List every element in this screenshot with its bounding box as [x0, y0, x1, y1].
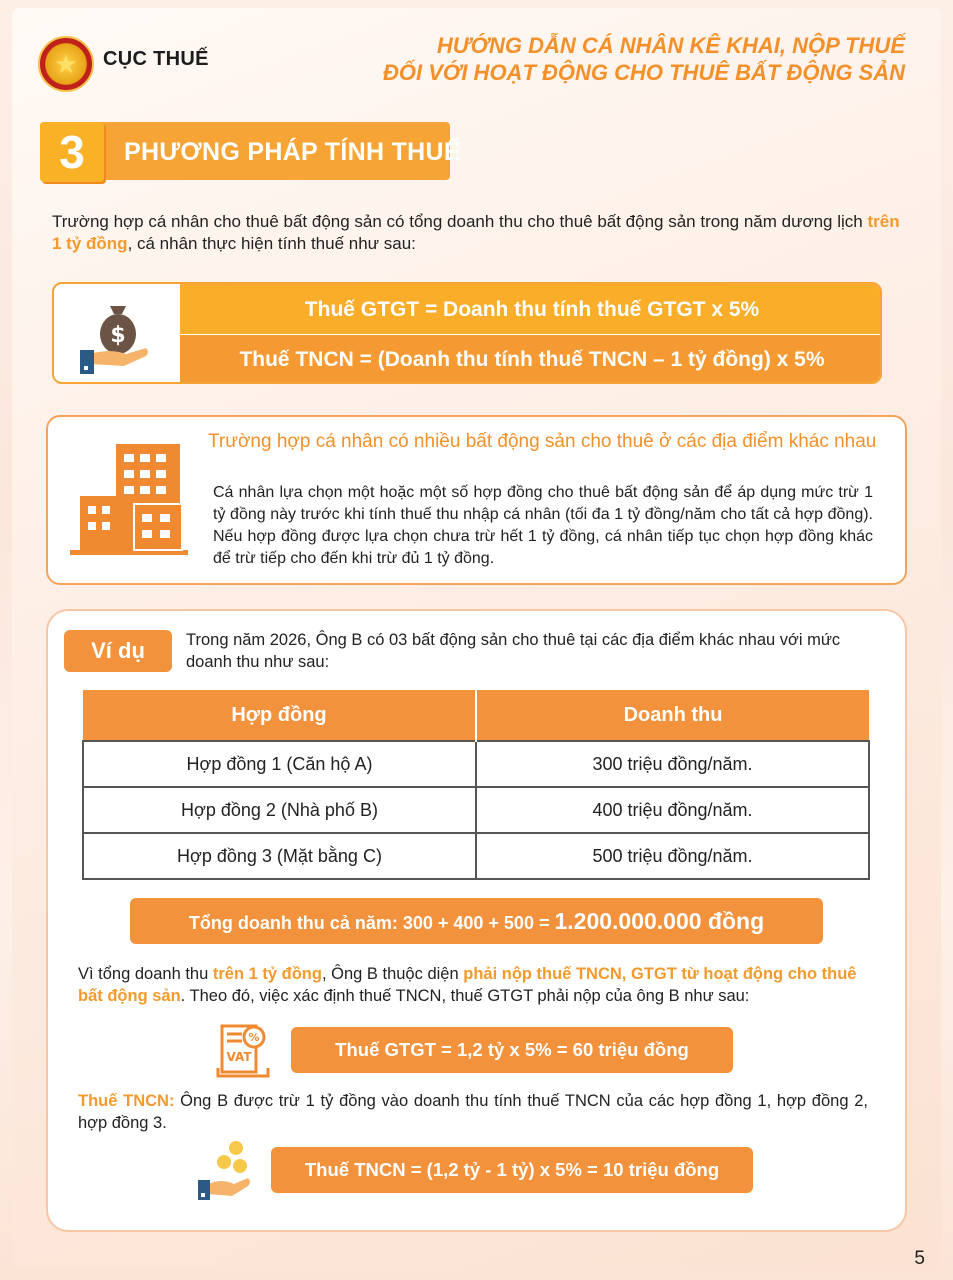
conclusion-text: . Theo đó, việc xác định thuế TNCN, thuế GTGT phải nộp của ông B như sau: — [180, 987, 750, 1005]
section-number: 3 — [40, 122, 104, 182]
conclusion-text: , Ông B thuộc diện — [321, 965, 464, 983]
intro-text-end: , cá nhân thực hiện tính thuế như sau: — [127, 234, 416, 253]
tncn-text: Ông B được trừ 1 tỷ đồng vào doanh thu tính thuế TNCN của các hợp đồng 1, hợp đồng 2, hợp đồng 3. — [78, 1092, 868, 1132]
section-title: PHƯƠNG PHÁP TÍNH THUẾ — [124, 138, 461, 166]
document-title-line2: ĐỐI VỚI HOẠT ĐỘNG CHO THUÊ BẤT ĐỘNG SẢN — [383, 60, 905, 85]
vat-receipt-icon — [216, 1022, 272, 1078]
buildings-icon — [66, 440, 192, 556]
table-cell: Hợp đồng 2 (Nhà phố B) — [83, 787, 476, 833]
total-revenue-value: 1.200.000.000 đồng — [554, 908, 765, 934]
table-row — [83, 741, 869, 787]
contracts-table — [82, 690, 870, 880]
table-row — [83, 787, 869, 833]
table-cell: Hợp đồng 1 (Căn hộ A) — [83, 741, 476, 787]
example-label: Ví dụ — [64, 630, 172, 672]
intro-paragraph — [52, 211, 912, 255]
example-intro: Trong năm 2026, Ông B có 03 bất động sản cho thuê tại các địa điểm khác nhau với mức doanh thu như sau: — [186, 631, 841, 671]
money-bag-hand-icon — [76, 292, 160, 376]
national-emblem-icon: ★ — [38, 36, 94, 92]
table-header: Doanh thu — [476, 690, 869, 741]
formula-gtgt: Thuế GTGT = Doanh thu tính thuế GTGT x 5% — [180, 284, 882, 334]
table-cell: Hợp đồng 3 (Mặt bằng C) — [83, 833, 476, 879]
table-cell: 300 triệu đồng/năm. — [476, 741, 869, 787]
svg-text:$: $ — [110, 323, 126, 348]
conclusion-text: Vì tổng doanh thu — [78, 965, 213, 983]
intro-text: Trường hợp cá nhân cho thuê bất động sản có tổng doanh thu cho thuê bất động sản trong năm dương lịch — [52, 212, 868, 231]
tncn-paragraph — [78, 1090, 868, 1134]
document-title — [383, 32, 905, 86]
table-cell: 400 triệu đồng/năm. — [476, 787, 869, 833]
multi-property-text: Cá nhân lựa chọn một hoặc một số hợp đồng cho thuê bất động sản để áp dụng mức trừ 1 tỷ đồng này trước khi tính thuế thu nhập cá nhân (tối đa 1 tỷ đồng/năm cho tất cả hợp đồng). Nếu hợp đồng được lựa chọn chưa trừ hết 1 tỷ đồng, cá nhân tiếp tục chọn hợp đồng khác để trừ tiếp cho đến khi trừ đủ 1 tỷ đồng. — [213, 484, 873, 567]
formula-tncn: Thuế TNCN = (Doanh thu tính thuế TNCN – 1 tỷ đồng) x 5% — [180, 335, 882, 384]
table-header: Hợp đồng — [83, 690, 476, 741]
brand-name: CỤC THUẾ — [103, 48, 209, 70]
svg-text:%: % — [248, 1031, 260, 1044]
total-revenue-label: Tổng doanh thu cả năm: 300 + 400 + 500 = — [188, 913, 555, 933]
page-number: 5 — [914, 1248, 925, 1269]
table-cell: 500 triệu đồng/năm. — [476, 833, 869, 879]
multi-property-title: Trường hợp cá nhân có nhiều bất động sản cho thuê ở các địa điểm khác nhau — [208, 431, 877, 452]
table-header-row — [83, 690, 869, 741]
gtgt-result: Thuế GTGT = 1,2 tỷ x 5% = 60 triệu đồng — [291, 1027, 733, 1073]
total-revenue-banner — [130, 898, 823, 944]
intro-highlight: trên 1 tỷ đồng — [52, 212, 900, 253]
tncn-result: Thuế TNCN = (1,2 tỷ - 1 tỷ) x 5% = 10 triệu đồng — [271, 1147, 753, 1193]
conclusion-paragraph — [78, 963, 878, 1007]
svg-text:VAT: VAT — [226, 1050, 252, 1064]
tncn-label: Thuế TNCN: — [78, 1092, 175, 1110]
conclusion-highlight: phải nộp thuế TNCN, GTGT từ hoạt động cho thuê bất động sản — [78, 965, 857, 1005]
formula-box — [52, 282, 882, 384]
conclusion-highlight: trên 1 tỷ đồng — [212, 965, 322, 983]
coins-hand-icon — [196, 1140, 258, 1202]
table-row — [83, 833, 869, 879]
document-title-line1: HƯỚNG DẪN CÁ NHÂN KÊ KHAI, NỘP THUẾ — [436, 33, 905, 58]
